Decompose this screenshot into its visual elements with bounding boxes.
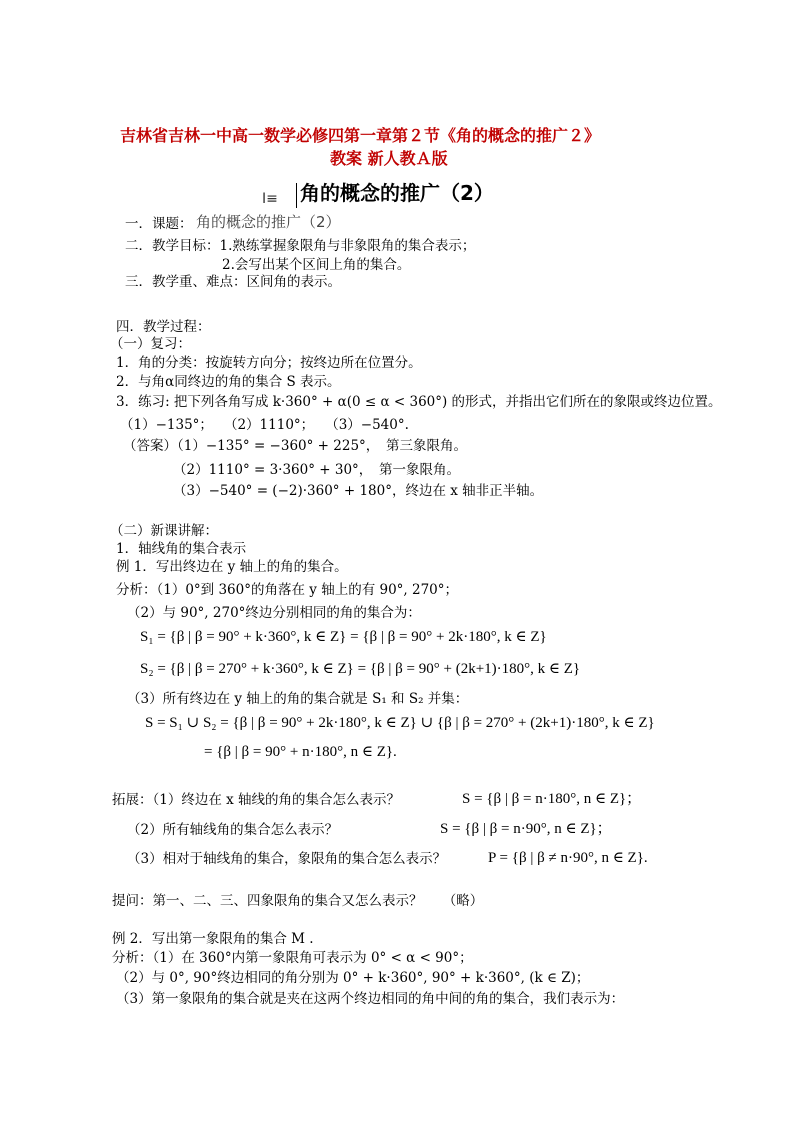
analysis-1: 分析：（1）0°到 360°的角落在 y 轴上的有 90°, 270°；	[116, 582, 459, 598]
extension-1-answer: S = {β | β = n·180°, n ∈ Z}；	[462, 791, 642, 807]
subsection-review: （一）复习：	[110, 336, 191, 352]
extension-2: （2）所有轴线角的集合怎么表示？	[127, 822, 339, 838]
extension-2-answer: S = {β | β = n·90°, n ∈ Z}；	[440, 821, 612, 837]
formula-union: S = S₁ ∪ S₂ = {β | β = 90° + 2k·180°, k ∈ Z} ∪ {β | β = 270° + (2k+1)·180°, k ∈ Z}	[145, 715, 655, 731]
subsection-new-lesson: （二）新课讲解：	[110, 523, 218, 539]
analysis-3: （3）所有终边在 y 轴上的角的集合就是 S₁ 和 S₂ 并集：	[127, 691, 469, 707]
answer-3: （3）−540° = (−2)·360° + 180°，终边在 x 轴非正半轴。	[173, 483, 544, 499]
review-item-3: 3．练习: 把下列各角写成 k·360° + α(0 ≤ α < 360°) 的形式，并指出它们所在的象限或终边位置。	[116, 394, 722, 410]
ex2-analysis-2: （2）与 0°, 90°终边相同的角分别为 0° + k·360°, 90° + k·360°, (k ∈ Z)；	[116, 970, 590, 986]
formula-result: = {β | β = 90° + n·180°, n ∈ Z}.	[204, 744, 397, 760]
topic-axis-angles: 1．轴线角的集合表示	[116, 541, 247, 557]
answer-2: （2）1110° = 3·360° + 30°， 第一象限角。	[173, 462, 461, 478]
section-objectives: 二．教学目标：1.熟练掌握象限角与非象限角的集合表示；	[125, 238, 476, 254]
text-caret	[296, 183, 297, 208]
text-cursor-icon: I≡	[262, 191, 278, 207]
section-difficulties: 三．教学重、难点：区间角的表示。	[125, 274, 341, 290]
header-line-1: 吉林省吉林一中高一数学必修四第一章第２节《角的概念的推广２》	[120, 126, 601, 145]
section-process: 四．教学过程：	[116, 319, 211, 335]
ex2-analysis-1: 分析：（1）在 360°内第一象限角可表示为 0° < α < 90°；	[112, 950, 473, 966]
formula-s2: S₂ = {β | β = 270° + k·360°, k ∈ Z} = {β | β = 90° + (2k+1)·180°, k ∈ Z}	[140, 661, 581, 677]
section-topic-label: 一．课题：	[125, 216, 193, 232]
ex2-analysis-3: （3）第一象限角的集合就是夹在这两个终边相同的角中间的角的集合，我们表示为：	[116, 991, 625, 1007]
exercise-list: （1）−135°； （2）1110°； （3）−540°.	[120, 417, 409, 433]
review-item-2: 2．与角α同终边的角的集合 S 表示。	[116, 374, 341, 390]
analysis-2: （2）与 90°, 270°终边分别相同的角的集合为：	[127, 605, 421, 621]
review-item-1: 1．角的分类：按旋转方向分；按终边所在位置分。	[116, 355, 422, 371]
question: 提问：第一、二、三、四象限角的集合又怎么表示？ （略）	[112, 893, 484, 909]
main-title: 角的概念的推广（2）	[300, 181, 494, 205]
section-topic-value: 角的概念的推广（2）	[196, 213, 341, 231]
extension-1: 拓展：（1）终边在 x 轴线的角的集合怎么表示？	[112, 792, 401, 808]
extension-3: （3）相对于轴线角的集合，象限角的集合怎么表示？	[127, 851, 447, 867]
extension-3-answer: P = {β | β ≠ n·90°, n ∈ Z}.	[488, 850, 648, 866]
example-1: 例 1．写出终边在 y 轴上的角的集合。	[116, 559, 348, 575]
answer-1: （答案）（1）−135° = −360° + 225°， 第三象限角。	[123, 438, 468, 454]
objective-2: 2.会写出某个区间上角的集合。	[222, 257, 411, 273]
example-2: 例 2．写出第一象限角的集合 M .	[112, 931, 314, 947]
formula-s1: S₁ = {β | β = 90° + k·360°, k ∈ Z} = {β | β = 90° + 2k·180°, k ∈ Z}	[140, 629, 547, 645]
header-line-2: 教案 新人教Ａ版	[330, 149, 448, 168]
